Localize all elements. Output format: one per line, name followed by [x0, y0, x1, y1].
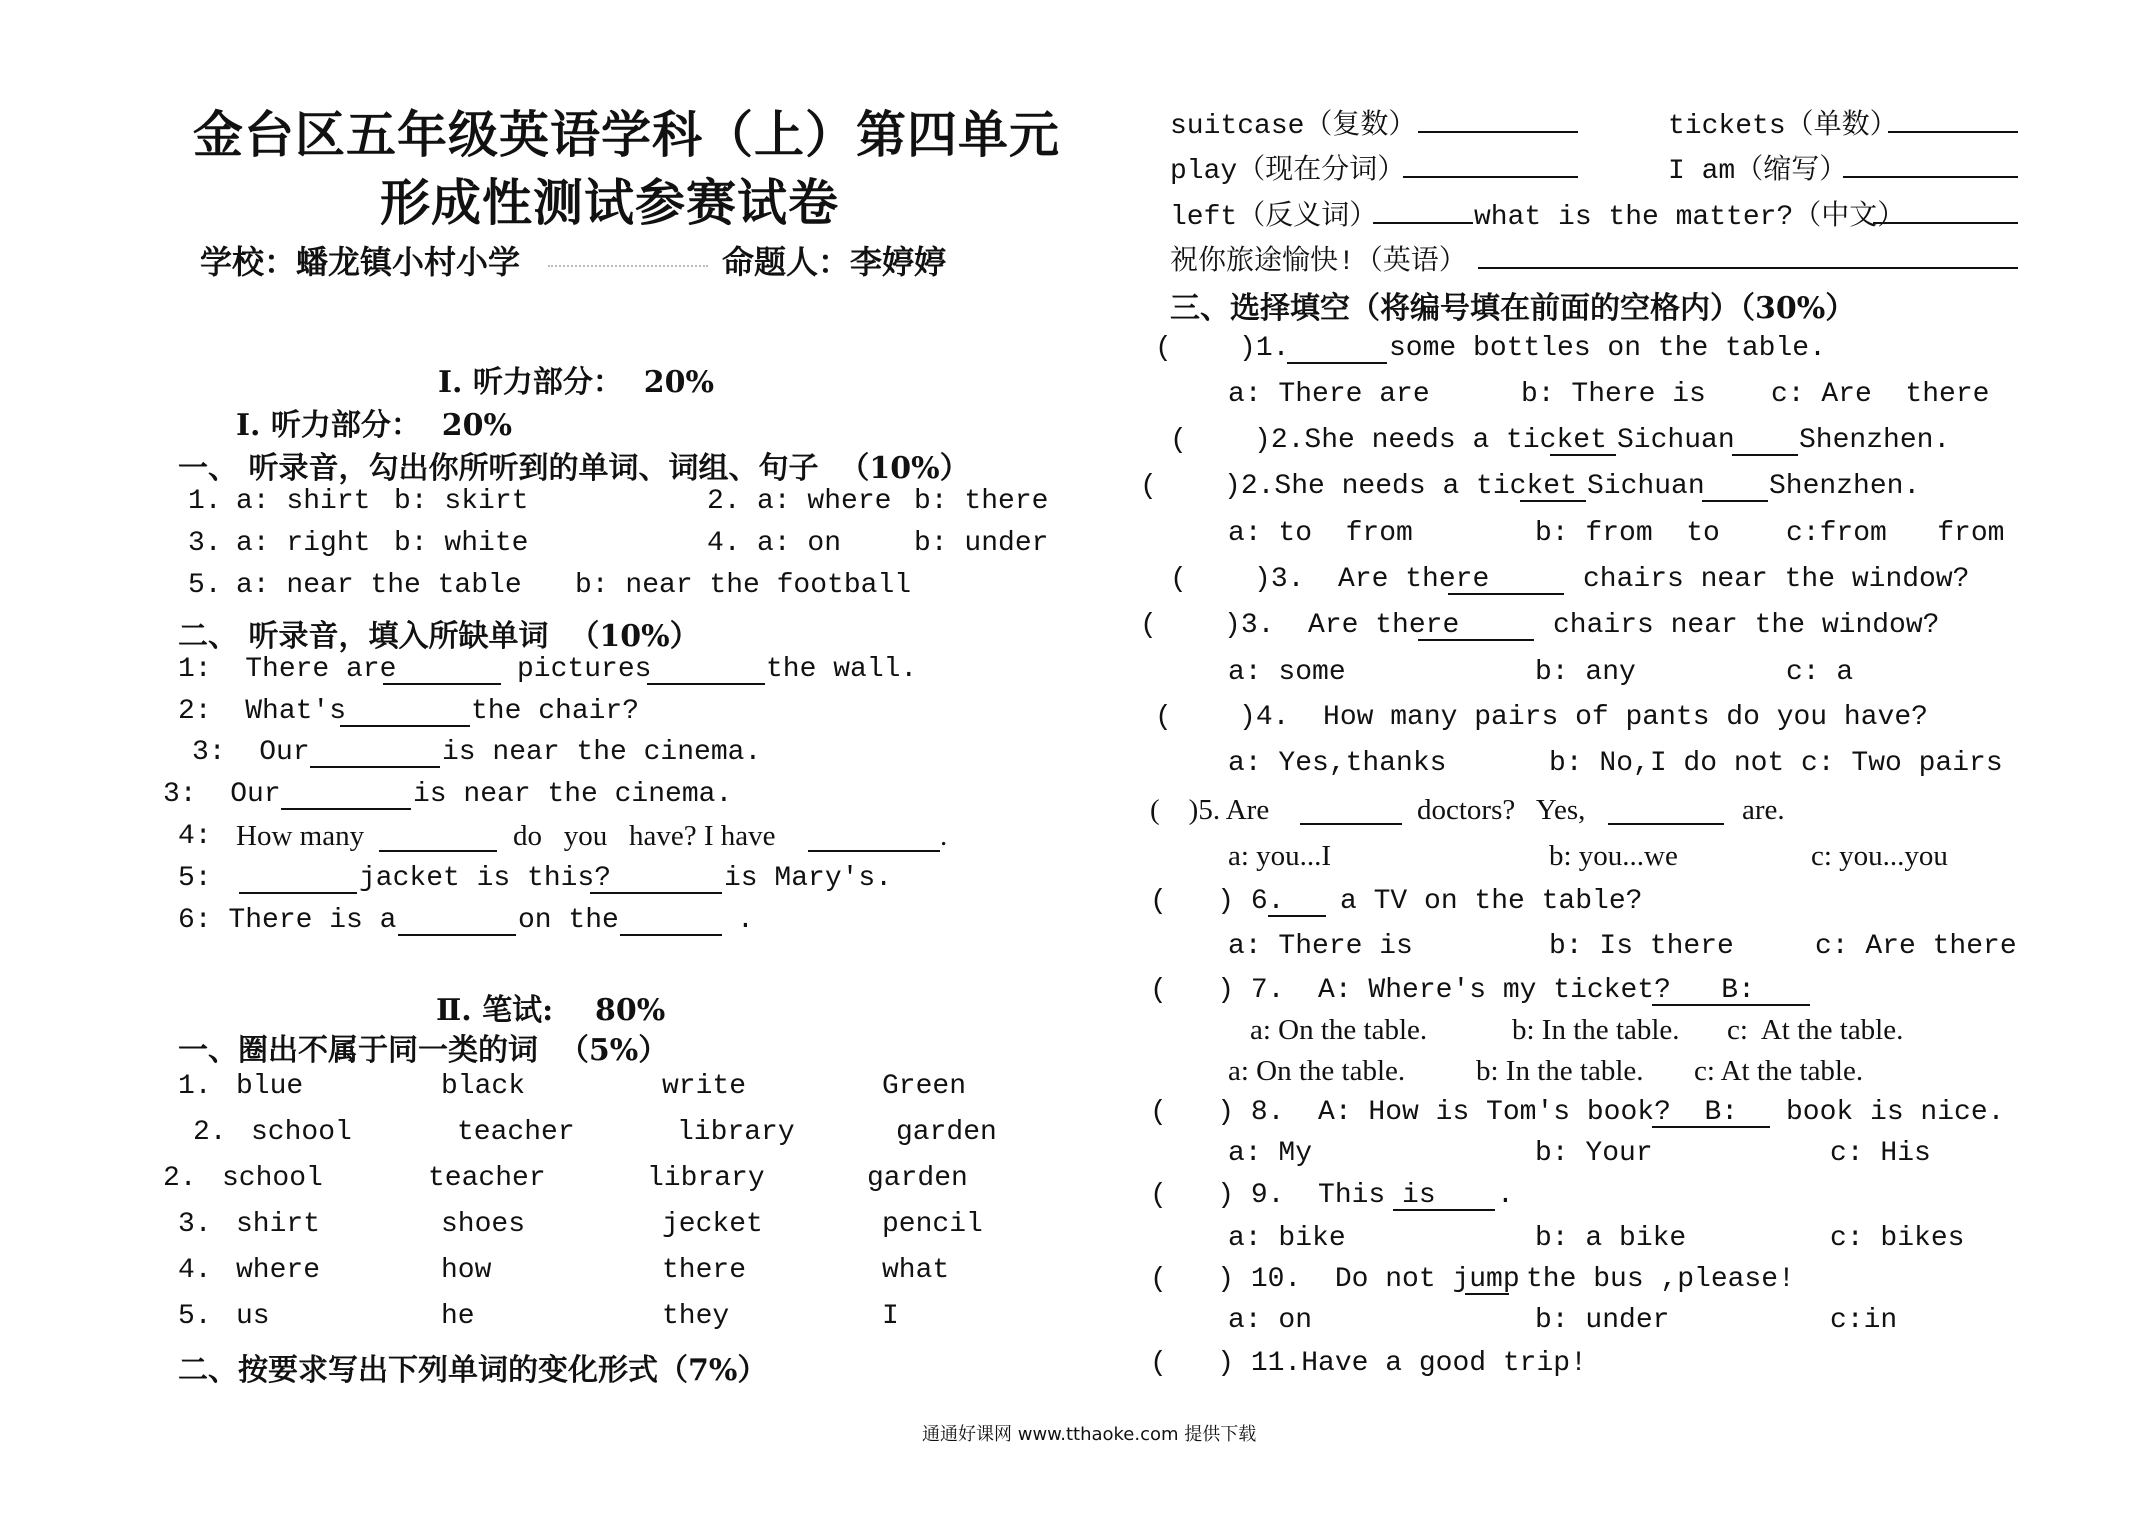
- option-b: b: near the football: [575, 570, 912, 601]
- choice-option[interactable]: a: My: [1228, 1138, 1313, 1169]
- answer-blank[interactable]: [1520, 476, 1586, 502]
- choice-option[interactable]: c: you...you: [1811, 840, 1948, 872]
- list-item-num: 1.: [188, 486, 222, 517]
- row-num: 5.: [178, 1301, 212, 1332]
- fill-line-text: pictures: [517, 654, 652, 685]
- answer-blank[interactable]: [1550, 430, 1616, 456]
- form-prompt: 祝你旅途愉快!（英语）: [1170, 247, 1467, 278]
- choice-option[interactable]: a: There is: [1228, 931, 1413, 962]
- question-stem: ( )3. Are there: [1140, 610, 1460, 641]
- answer-blank[interactable]: [808, 826, 940, 852]
- choice-option[interactable]: b: There is: [1521, 379, 1706, 410]
- answer-blank[interactable]: [383, 659, 501, 685]
- answer-blank[interactable]: [310, 742, 440, 768]
- word-option[interactable]: us: [236, 1301, 270, 1332]
- choice-option[interactable]: c:from from: [1786, 518, 2005, 549]
- choice-option[interactable]: c: Two pairs: [1801, 748, 2003, 779]
- written-heading: Ⅱ. 笔试: 80%: [436, 993, 666, 1028]
- choice-option[interactable]: a: you...I: [1228, 840, 1332, 872]
- word-option[interactable]: shoes: [441, 1209, 526, 1240]
- choice-option[interactable]: a: On the table.: [1250, 1014, 1428, 1046]
- question-stem: ( ) 10. Do not jump: [1150, 1264, 1520, 1295]
- word-option[interactable]: jecket: [662, 1209, 763, 1240]
- answer-blank[interactable]: [590, 868, 722, 894]
- choice-option[interactable]: a: bike: [1228, 1223, 1346, 1254]
- answer-blank[interactable]: [1403, 152, 1578, 178]
- question-stem: a TV on the table?: [1340, 886, 1643, 917]
- answer-blank[interactable]: [1418, 107, 1578, 133]
- choice-option[interactable]: a: On the table.: [1228, 1055, 1406, 1087]
- fill-line-text: the chair?: [471, 696, 640, 727]
- fill-line-text: .: [737, 905, 754, 936]
- word-option[interactable]: black: [441, 1071, 526, 1102]
- school-dotted-line: [548, 265, 708, 267]
- written-part2-heading: 二、按要求写出下列单词的变化形式（7%）: [178, 1353, 768, 1388]
- answer-blank[interactable]: [1268, 891, 1326, 917]
- question-stem: Sichuan: [1617, 425, 1735, 456]
- answer-blank[interactable]: [1418, 615, 1534, 641]
- option-a: a: right: [236, 528, 371, 559]
- fill-line-text: 3: Our: [192, 737, 310, 768]
- exam-title-line2: 形成性测试参赛试卷: [380, 173, 839, 232]
- form-prompt: left（反义词）: [1170, 202, 1378, 233]
- question-stem: doctors? Yes,: [1417, 794, 1586, 826]
- answer-blank[interactable]: [281, 784, 411, 810]
- written-part3-heading: 三、选择填空（将编号填在前面的空格内）（30%）: [1170, 291, 1856, 326]
- page-footer: 通通好课网 www.tthaoke.com 提供下载: [922, 1424, 1257, 1445]
- question-stem: ( )1.: [1155, 333, 1290, 364]
- choice-option[interactable]: c: Are there: [1815, 931, 2017, 962]
- choice-option[interactable]: c: At the table.: [1694, 1055, 1864, 1087]
- option-a: a: on: [757, 528, 842, 559]
- question-stem: ( ) 11.Have a good trip!: [1150, 1348, 1587, 1379]
- fill-line-text: How many: [236, 820, 365, 852]
- choice-option[interactable]: a: some: [1228, 657, 1346, 688]
- choice-option[interactable]: c: Are there: [1771, 379, 1990, 410]
- answer-blank[interactable]: [1373, 198, 1473, 224]
- answer-blank[interactable]: [1300, 799, 1402, 825]
- word-option[interactable]: Green: [882, 1071, 967, 1102]
- question-stem: ( )2.She needs a ticket: [1170, 425, 1607, 456]
- word-option[interactable]: garden: [896, 1117, 997, 1148]
- choice-option[interactable]: b: In the table.: [1476, 1055, 1644, 1087]
- school-label: 学校：蟠龙镇小村小学: [200, 243, 521, 281]
- fill-line-text: 1: There are: [178, 654, 397, 685]
- question-stem: .: [1497, 1180, 1514, 1211]
- word-option[interactable]: school: [251, 1117, 352, 1148]
- fill-line-text: is Mary's.: [724, 863, 893, 894]
- fill-line-text: 2: What's: [178, 696, 347, 727]
- row-num: 1.: [178, 1071, 212, 1102]
- fill-line-text: is near the cinema.: [413, 779, 733, 810]
- written-part1-heading: 一、圈出不属于同一类的词 （5%）: [178, 1033, 669, 1068]
- choice-option[interactable]: c: bikes: [1830, 1223, 1965, 1254]
- row-num: 3.: [178, 1209, 212, 1240]
- fill-line-text: do you have? I have: [513, 820, 776, 852]
- row-num: 2.: [163, 1163, 197, 1194]
- word-option[interactable]: teacher: [428, 1163, 546, 1194]
- fill-line-text: .: [940, 820, 948, 852]
- fill-line-text: jacket is this?: [359, 863, 612, 894]
- choice-option[interactable]: b: from to: [1535, 518, 1720, 549]
- choice-option[interactable]: a: to from: [1228, 518, 1413, 549]
- answer-blank[interactable]: [1478, 243, 2018, 269]
- answer-blank[interactable]: [1702, 476, 1768, 502]
- answer-blank[interactable]: [647, 659, 765, 685]
- answer-blank[interactable]: [239, 868, 357, 894]
- choice-option[interactable]: b: any: [1535, 657, 1636, 688]
- listening-part2-heading: 二、 听录音，填入所缺单词 （10%）: [178, 619, 700, 654]
- choice-option[interactable]: c:in: [1830, 1305, 1898, 1336]
- word-option[interactable]: garden: [867, 1163, 968, 1194]
- question-stem: ( ) 9. This is: [1150, 1180, 1436, 1211]
- option-a: a: near the table: [236, 570, 522, 601]
- answer-blank[interactable]: [1873, 198, 2018, 224]
- question-stem: Shenzhen.: [1799, 425, 1951, 456]
- answer-blank[interactable]: [1652, 1102, 1770, 1128]
- fill-line-text: the wall.: [766, 654, 918, 685]
- form-prompt: play（现在分词）: [1170, 156, 1406, 187]
- question-stem: ( )3. Are there: [1170, 564, 1490, 595]
- form-prompt: suitcase（复数）: [1170, 111, 1417, 142]
- list-item-num: 4.: [707, 528, 741, 559]
- question-stem: ( ) 8. A: How is Tom's book? B:: [1150, 1097, 1739, 1128]
- word-option[interactable]: pencil: [882, 1209, 983, 1240]
- word-option[interactable]: what: [882, 1255, 950, 1286]
- listening-heading: Ⅰ. 听力部分： 20%: [438, 365, 715, 400]
- question-stem: Sichuan: [1587, 471, 1705, 502]
- word-option[interactable]: how: [441, 1255, 492, 1286]
- word-option[interactable]: blue: [236, 1071, 304, 1102]
- answer-blank[interactable]: [340, 701, 470, 727]
- answer-blank[interactable]: [398, 910, 516, 936]
- question-stem: ( )4. How many pairs of pants do you have?: [1155, 702, 1928, 733]
- choice-option[interactable]: a: on: [1228, 1305, 1313, 1336]
- word-option[interactable]: library: [647, 1163, 765, 1194]
- word-option[interactable]: library: [677, 1117, 795, 1148]
- answer-blank[interactable]: [1393, 1185, 1495, 1211]
- choice-option[interactable]: c: His: [1830, 1138, 1931, 1169]
- choice-option[interactable]: b: No,I do not: [1549, 748, 1785, 779]
- choice-option[interactable]: a: Yes,thanks: [1228, 748, 1447, 779]
- fill-line-text: 6: There is a: [178, 905, 397, 936]
- question-stem: ( )5. Are: [1150, 794, 1270, 826]
- question-stem: are.: [1742, 794, 1785, 826]
- row-num: 2.: [193, 1117, 227, 1148]
- choice-option[interactable]: b: Your: [1535, 1138, 1653, 1169]
- choice-option[interactable]: b: under: [1535, 1305, 1670, 1336]
- word-option[interactable]: write: [662, 1071, 747, 1102]
- option-a: a: shirt: [236, 486, 371, 517]
- fill-line-text: is near the cinema.: [442, 737, 762, 768]
- form-prompt: I am（缩写）: [1668, 156, 1848, 187]
- answer-blank[interactable]: [1608, 799, 1724, 825]
- word-option[interactable]: I: [882, 1301, 899, 1332]
- word-option[interactable]: where: [236, 1255, 321, 1286]
- form-prompt: what is the matter?（中文）: [1474, 202, 1906, 233]
- form-prompt: tickets（单数）: [1668, 111, 1898, 142]
- answer-blank[interactable]: [1652, 980, 1810, 1006]
- answer-blank[interactable]: [1843, 152, 2018, 178]
- option-b: b: white: [394, 528, 529, 559]
- answer-blank[interactable]: [1465, 1269, 1509, 1295]
- question-stem: chairs near the window?: [1553, 610, 1940, 641]
- choice-option[interactable]: b: In the table.: [1512, 1014, 1680, 1046]
- answer-blank[interactable]: [379, 826, 497, 852]
- word-option[interactable]: shirt: [236, 1209, 321, 1240]
- question-stem: ( ) 6.: [1150, 886, 1285, 917]
- list-item-num: 2.: [707, 486, 741, 517]
- list-item-num: 3.: [188, 528, 222, 559]
- author-label: 命题人：李婷婷: [722, 243, 947, 281]
- question-stem: book is nice.: [1786, 1097, 2005, 1128]
- choice-option[interactable]: a: There are: [1228, 379, 1430, 410]
- word-option[interactable]: teacher: [457, 1117, 575, 1148]
- exam-title-line1: 金台区五年级英语学科（上）第四单元: [193, 105, 1060, 164]
- word-option[interactable]: there: [662, 1255, 747, 1286]
- word-option[interactable]: they: [662, 1301, 730, 1332]
- question-stem: the bus ,please!: [1526, 1264, 1795, 1295]
- word-option[interactable]: school: [222, 1163, 323, 1194]
- option-a: a: where: [757, 486, 892, 517]
- option-b: b: skirt: [394, 486, 529, 517]
- answer-blank[interactable]: [1448, 569, 1564, 595]
- choice-option[interactable]: b: a bike: [1535, 1223, 1687, 1254]
- fill-line-text: on the: [518, 905, 619, 936]
- fill-line-text: 3: Our: [163, 779, 281, 810]
- question-stem: ( ) 7. A: Where's my ticket? B:: [1150, 975, 1755, 1006]
- option-b: b: there: [914, 486, 1049, 517]
- listening-heading-duplicate: Ⅰ. 听力部分： 20%: [236, 408, 513, 443]
- listening-part1-heading: 一、 听录音，勾出你所听到的单词、词组、句子 （10%）: [178, 451, 970, 486]
- choice-option[interactable]: b: Is there: [1549, 931, 1734, 962]
- question-stem: Shenzhen.: [1769, 471, 1921, 502]
- answer-blank[interactable]: [1888, 107, 2018, 133]
- option-b: b: under: [914, 528, 1049, 559]
- choice-option[interactable]: c: At the table.: [1727, 1014, 1904, 1046]
- row-num: 4.: [178, 1255, 212, 1286]
- question-stem: some bottles on the table.: [1389, 333, 1826, 364]
- choice-option[interactable]: c: a: [1786, 657, 1854, 688]
- list-item-num: 5.: [188, 570, 222, 601]
- question-stem: ( )2.She needs a ticket: [1140, 471, 1577, 502]
- answer-blank[interactable]: [1732, 430, 1798, 456]
- choice-option[interactable]: b: you...we: [1549, 840, 1678, 872]
- question-stem: chairs near the window?: [1583, 564, 1970, 595]
- word-option[interactable]: he: [441, 1301, 475, 1332]
- fill-line-text: 5:: [178, 863, 212, 894]
- fill-line-text: 4:: [178, 821, 212, 852]
- answer-blank[interactable]: [620, 910, 722, 936]
- answer-blank[interactable]: [1287, 338, 1387, 364]
